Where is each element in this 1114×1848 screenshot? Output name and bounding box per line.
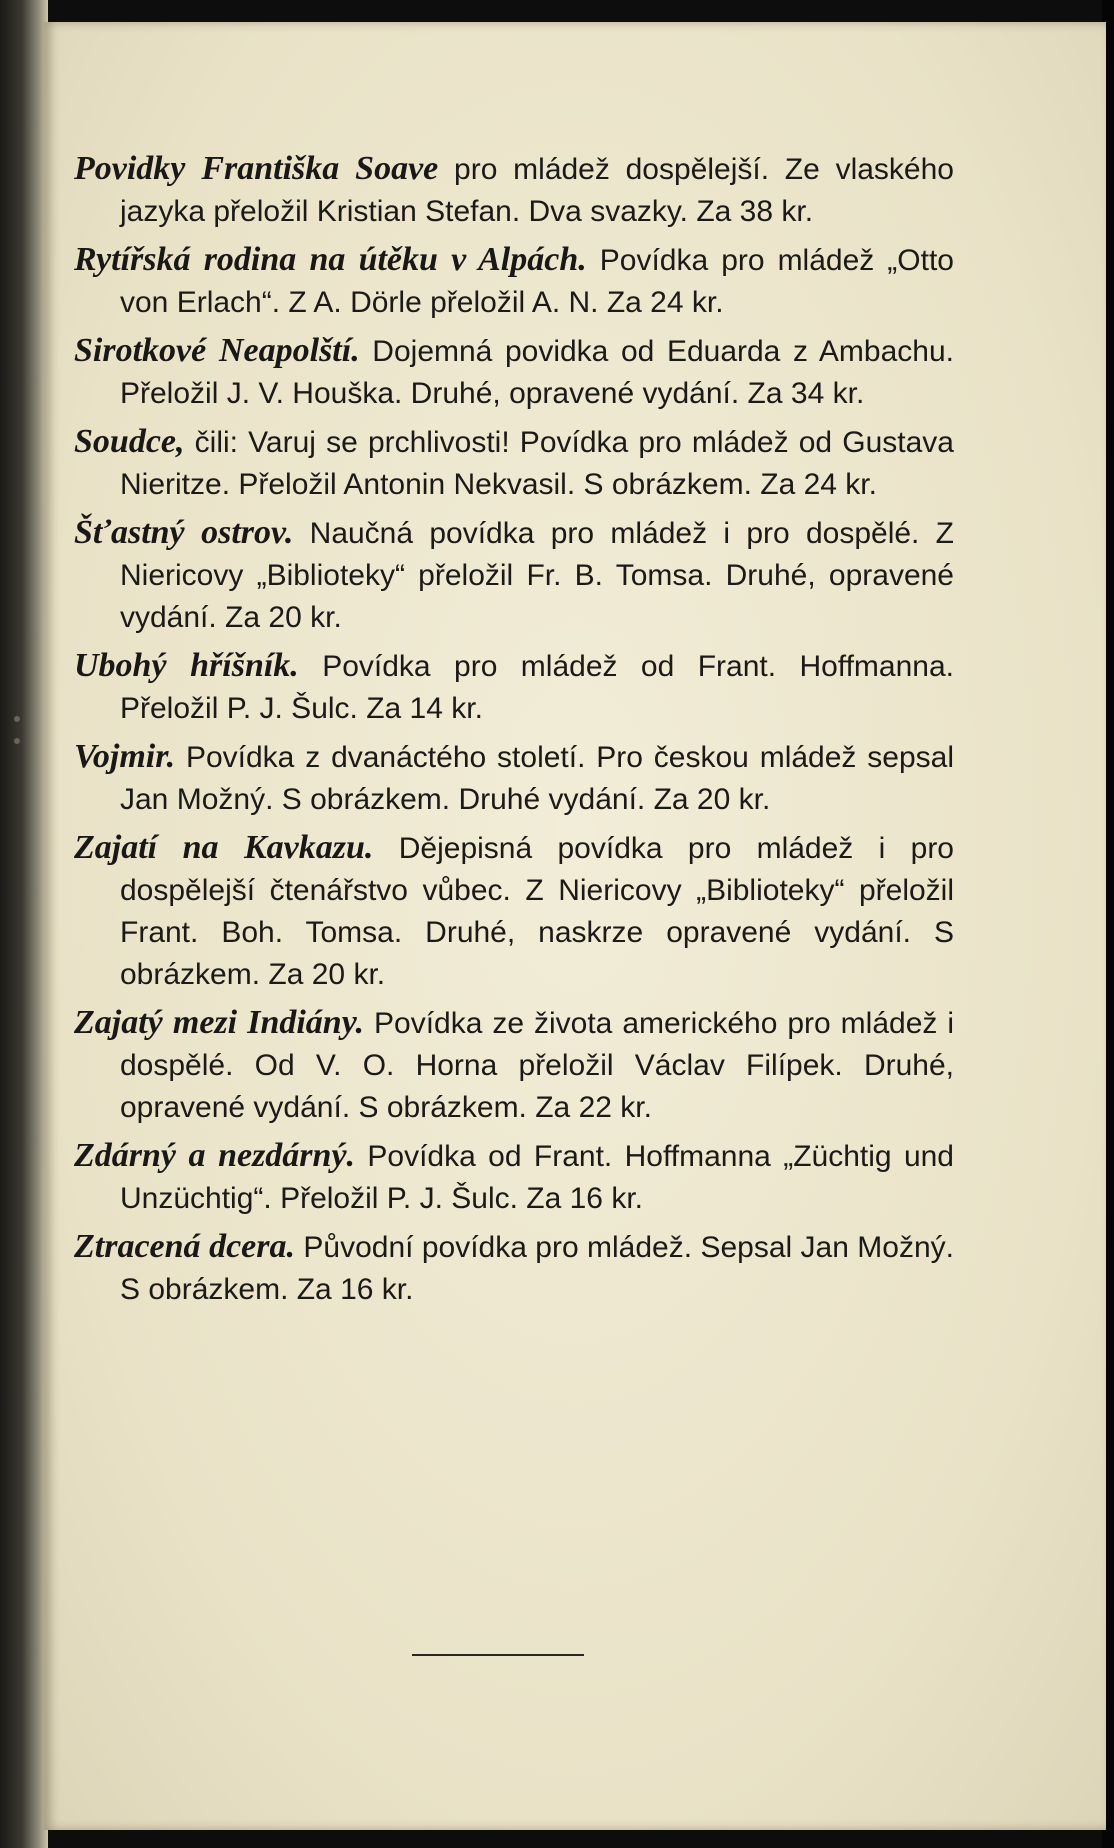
catalog-entry bbox=[74, 1002, 954, 1129]
entry-description: Povídka pro mládež od Frant. Hoffmanna. Přeložil P. J. Šulc. Za 14 kr. bbox=[120, 650, 954, 725]
entry-description: pro mládež dospělejší. Ze vlaského jazyka přeložil Kristian Stefan. Dva svazky. Za 38 kr. bbox=[120, 153, 954, 228]
entry-description: Povídka pro mládež „Otto von Erlach“. Z A. Dörle přeložil A. N. Za 24 kr. bbox=[120, 244, 954, 319]
entry-description: Dějepisná povídka pro mládež i pro dospělejší čtenářstvo vůbec. Z Niericovy „Biblioteky“ přeložil Frant. Boh. Tomsa. Druhé, naskrze opravené vydání. S obrázkem. Za 20 kr. bbox=[120, 832, 954, 991]
entry-title: Šťastný ostrov. bbox=[74, 514, 294, 551]
entry-title: Soudce, bbox=[74, 423, 185, 460]
entry-description: Povídka ze života amerického pro mládež i dospělé. Od V. O. Horna přeložil Václav Filípek. Druhé, opravené vydání. S obrázkem. Za 22 kr. bbox=[120, 1007, 954, 1124]
entry-description: Povídka od Frant. Hoffmanna „Züchtig und Unzüchtig“. Přeložil P. J. Šulc. Za 16 kr. bbox=[120, 1140, 954, 1215]
margin-mark bbox=[14, 738, 20, 744]
catalog-entry bbox=[74, 421, 954, 506]
entry-description: čili: Varuj se prchlivosti! Povídka pro mládež od Gustava Nieritze. Přeložil Antonin Nekvasil. S obrázkem. Za 24 kr. bbox=[120, 426, 954, 501]
entry-title: Rytířská rodina na útěku v Alpách. bbox=[74, 241, 587, 278]
catalog-entry bbox=[74, 1226, 954, 1311]
catalog-entry bbox=[74, 736, 954, 821]
entry-description: Původní povídka pro mládež. Sepsal Jan Možný. S obrázkem. Za 16 kr. bbox=[120, 1231, 954, 1306]
entry-title: Ubohý hříšník. bbox=[74, 647, 299, 684]
entry-description: Dojemná povidka od Eduarda z Ambachu. Přeložil J. V. Houška. Druhé, opravené vydání. Za 34 kr. bbox=[120, 335, 954, 410]
entry-title: Zajatí na Kavkazu. bbox=[74, 829, 374, 866]
end-rule bbox=[412, 1654, 584, 1656]
catalog-entry bbox=[74, 645, 954, 730]
entry-title: Ztracená dcera. bbox=[74, 1228, 295, 1265]
entry-title: Zdárný a nezdárný. bbox=[74, 1137, 356, 1174]
catalog-entry bbox=[74, 148, 954, 233]
book-gutter bbox=[0, 0, 48, 1848]
entry-description: Povídka z dvanáctého století. Pro českou mládež sepsal Jan Možný. S obrázkem. Druhé vydání. Za 20 kr. bbox=[120, 741, 954, 816]
catalog-entry bbox=[74, 827, 954, 996]
entry-title: Zajatý mezi Indiány. bbox=[74, 1004, 365, 1041]
entry-description: Naučná povídka pro mládež i pro dospělé. Z Niericovy „Biblioteky“ přeložil Fr. B. Tomsa. Druhé, opravené vydání. Za 20 kr. bbox=[120, 517, 955, 634]
catalog-entry bbox=[74, 512, 954, 639]
catalog-entry bbox=[74, 239, 954, 324]
catalog-entry bbox=[74, 330, 954, 415]
entry-title: Sirotkové Neapolští. bbox=[74, 332, 360, 369]
margin-mark bbox=[14, 716, 20, 722]
entry-title: Vojmir. bbox=[74, 738, 176, 775]
catalog-list bbox=[74, 148, 954, 1317]
entry-title: Povidky Františka Soave bbox=[74, 150, 439, 187]
catalog-entry bbox=[74, 1135, 954, 1220]
